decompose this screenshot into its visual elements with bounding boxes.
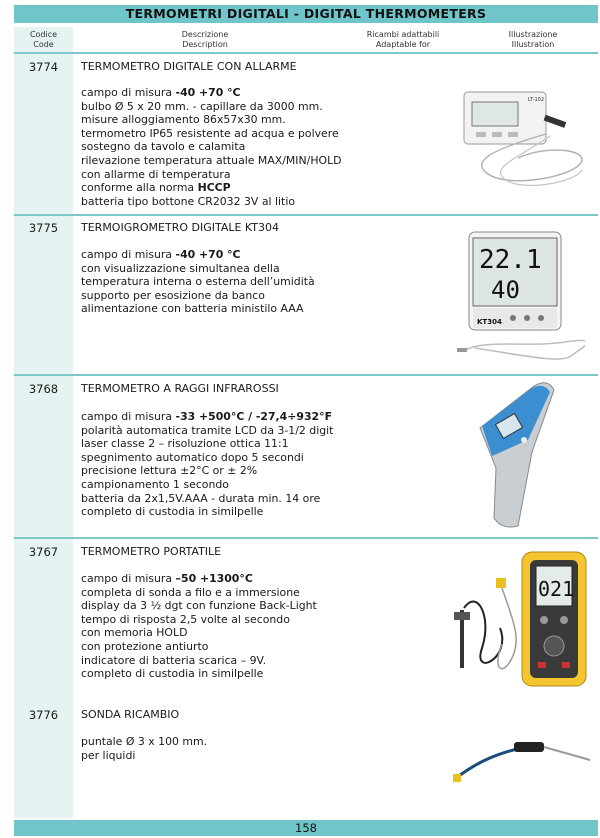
description-line: display da 3 ½ dgt con funzione Back-Light xyxy=(81,599,317,613)
digital-thermohygrometer-image xyxy=(455,228,585,364)
header-description: Descrizione Description xyxy=(181,30,229,49)
description-line: polarità automatica tramite LCD da 3-1/2 digit xyxy=(81,423,334,437)
product-title: TERMOMETRO A RAGGI INFRAROSSI xyxy=(81,382,279,395)
product-description xyxy=(81,248,441,316)
description-line: conforme alla norma HCCP xyxy=(81,181,231,195)
product-code: 3776 xyxy=(28,708,59,722)
header-illustration: Illustrazione Illustration xyxy=(508,30,558,49)
description-line: puntale Ø 3 x 100 mm. xyxy=(81,735,208,748)
product-description xyxy=(81,410,441,519)
product-description xyxy=(81,86,441,208)
description-line: termometro IP65 resistente ad acqua e polvere xyxy=(81,126,339,140)
device-model-label: KT304 xyxy=(477,318,502,326)
description-line: campo di misura -33 +500°C / -27,4÷932°F xyxy=(81,410,333,423)
spare-probe-image xyxy=(452,730,592,792)
description-line: spegnimento automatico dopo 5 secondi xyxy=(81,450,304,464)
digital-alarm-thermometer-image xyxy=(458,88,586,188)
description-line: temperatura interna o esterna dell’umidità xyxy=(81,275,315,289)
description-line: per liquidi xyxy=(81,748,136,762)
description-line: campo di misura -40 +70 °C xyxy=(81,248,241,261)
description-line: campo di misura –50 +1300°C xyxy=(81,572,253,585)
lcd-reading: 021 xyxy=(538,577,575,601)
product-description xyxy=(81,735,441,762)
description-line: con memoria HOLD xyxy=(81,626,188,640)
divider xyxy=(14,214,598,216)
product-title: TERMOIGROMETRO DIGITALE KT304 xyxy=(81,221,280,234)
description-line: con visualizzazione simultanea della xyxy=(81,261,280,275)
description-line: sostegno da tavolo e calamita xyxy=(81,140,246,154)
product-title: SONDA RICAMBIO xyxy=(81,708,180,721)
description-line: completo di custodia in similpelle xyxy=(81,505,264,519)
description-line: con protezione antiurto xyxy=(81,639,209,653)
page-number: 158 xyxy=(14,820,598,836)
description-line: misure alloggiamento 86x57x30 mm. xyxy=(81,113,286,127)
product-code: 3774 xyxy=(28,60,59,74)
device-model-label: LT-102 xyxy=(528,97,545,103)
product-code: 3767 xyxy=(28,545,59,559)
description-line: batteria da 2x1,5V.AAA - durata min. 14 ore xyxy=(81,491,321,505)
description-line: campo di misura -40 +70 °C xyxy=(81,86,241,99)
description-line: precisione lettura ±2°C or ± 2% xyxy=(81,464,258,478)
description-line: indicatore di batteria scarica – 9V. xyxy=(81,653,267,667)
product-code: 3768 xyxy=(28,382,59,396)
description-line: batteria tipo bottone CR2032 3V al litio xyxy=(81,194,296,208)
description-line: supporto per esosizione da banco xyxy=(81,288,265,302)
description-line: bulbo Ø 5 x 20 mm. - capillare da 3000 mm. xyxy=(81,99,323,113)
description-line: campionamento 1 secondo xyxy=(81,477,229,491)
product-code: 3775 xyxy=(28,221,59,235)
description-line: rilevazione temperatura attuale MAX/MIN/HOLD xyxy=(81,153,342,167)
portable-thermometer-image xyxy=(452,548,592,690)
product-title: TERMOMETRO PORTATILE xyxy=(81,545,222,558)
description-line: alimentazione con batteria ministilo AAA xyxy=(81,302,304,316)
product-title: TERMOMETRO DIGITALE CON ALLARME xyxy=(81,60,297,73)
header-code: Codice Code xyxy=(29,30,58,49)
header-adaptable: Ricambi adattabili Adaptable for xyxy=(366,30,440,49)
description-line: con allarme di temperatura xyxy=(81,167,231,181)
lcd-temperature: 22.1 xyxy=(479,245,542,275)
description-line: completa di sonda a filo e a immersione xyxy=(81,585,300,599)
divider xyxy=(14,52,598,54)
infrared-thermometer-image xyxy=(472,378,562,530)
code-column-background xyxy=(14,27,73,818)
page-title: TERMOMETRI DIGITALI - DIGITAL THERMOMETERS xyxy=(14,5,598,23)
description-line: completo di custodia in similpelle xyxy=(81,667,264,681)
description-line: tempo di risposta 2,5 volte al secondo xyxy=(81,612,290,626)
lcd-humidity: 40 xyxy=(491,276,520,304)
divider xyxy=(14,374,598,376)
product-description xyxy=(81,572,441,681)
description-line: laser classe 2 – risoluzione ottica 11:1 xyxy=(81,437,289,451)
divider xyxy=(14,537,598,539)
